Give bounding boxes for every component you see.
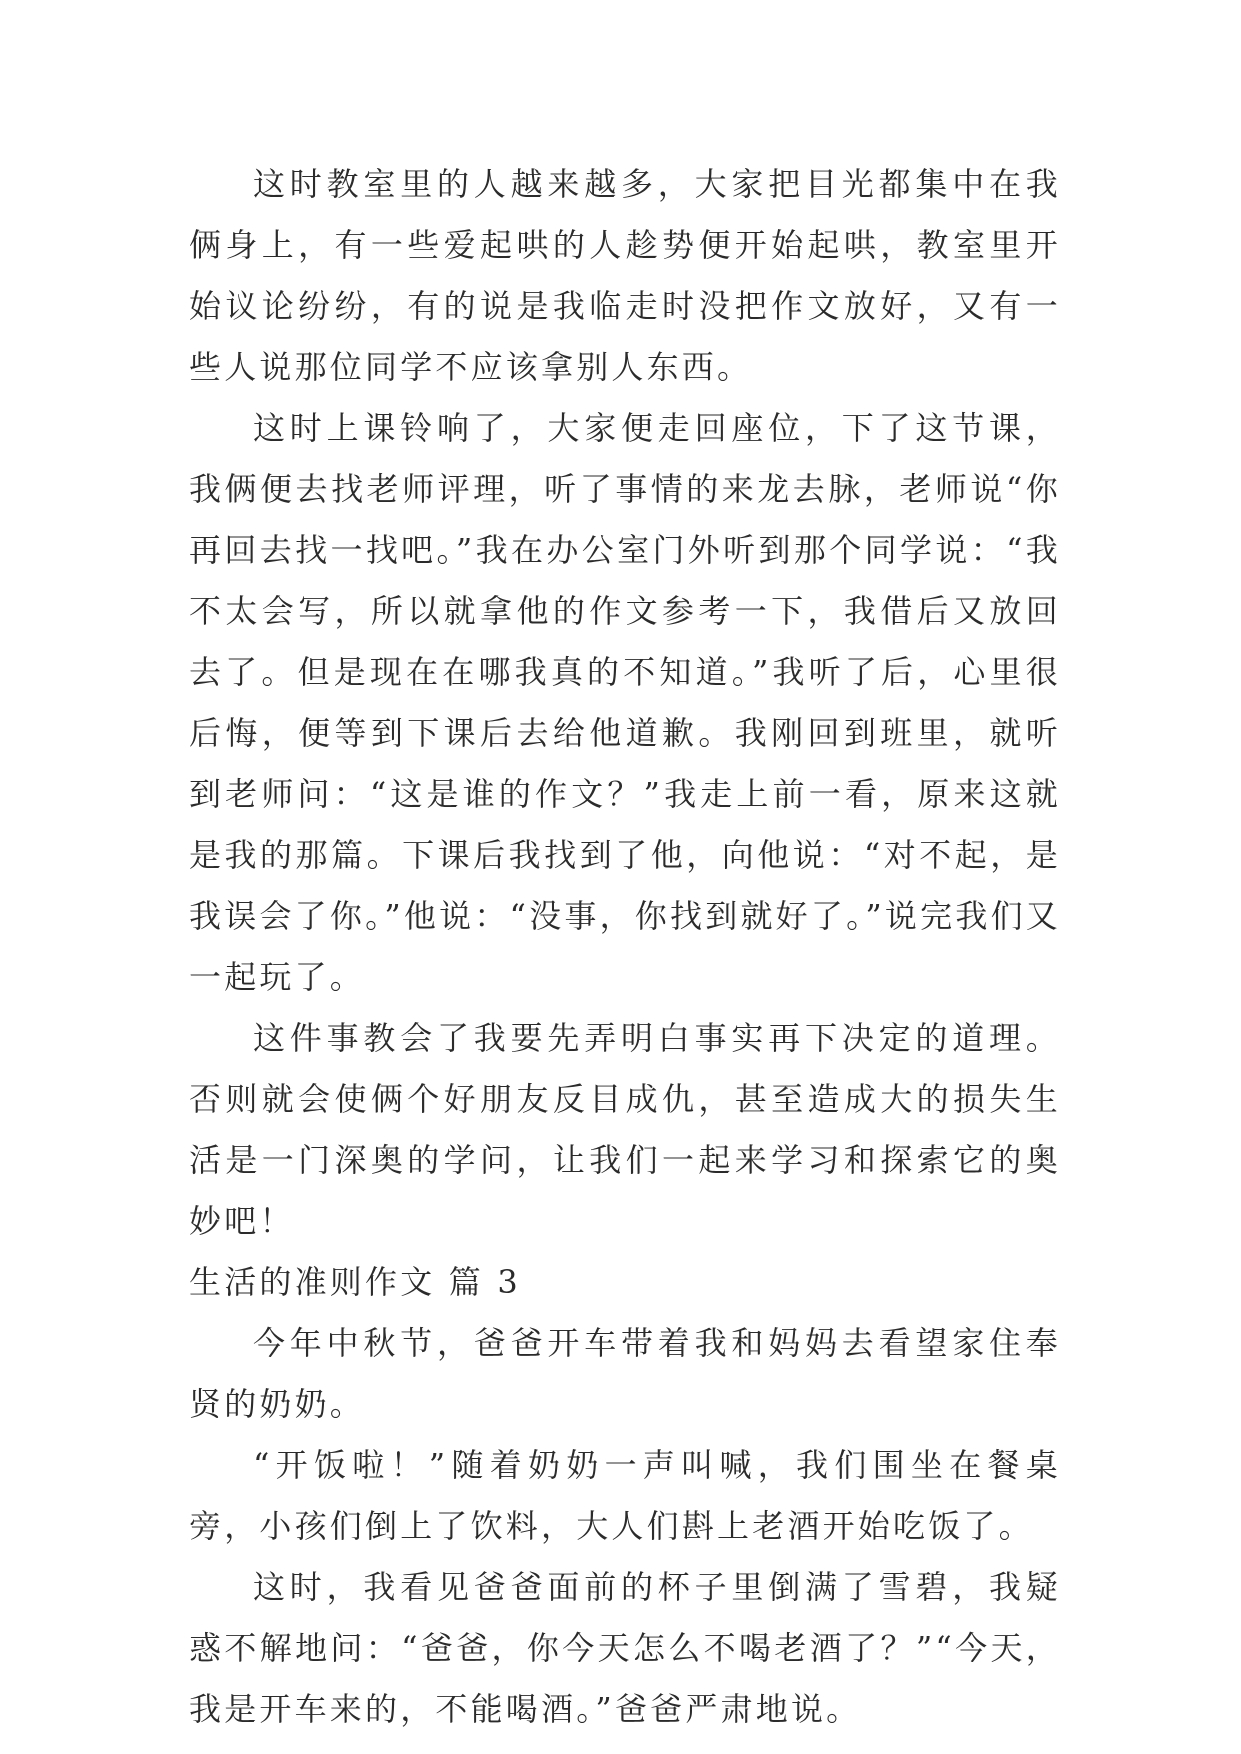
section-heading: 生活的准则作文 篇 3 xyxy=(189,1263,521,1301)
document-body xyxy=(189,154,1061,1740)
paragraph: 这时教室里的人越来越多，大家把目光都集中在我俩身上，有一些爱起哄的人趁势便开始起哄，教室里开始议论纷纷，有的说是我临走时没把作文放好，又有一些人说那位同学不应该拿别人东西。 xyxy=(189,165,1061,386)
paragraph: 这时上课铃响了，大家便走回座位，下了这节课，我俩便去找老师评理，听了事情的来龙去脉，老师说“你再回去找一找吧。”我在办公室门外听到那个同学说：“我不太会写，所以就拿他的作文参考一下，我借后又放回去了。但是现在在哪我真的不知道。”我听了后，心里很后悔，便等到下课后去给他道歉。我刚回到班里，就听到老师问：“这是谁的作文？”我走上前一看，原来这就是我的那篇。下课后我找到了他，向他说：“对不起，是我误会了你。”他说：“没事，你找到就好了。”说完我们又一起玩了。 xyxy=(189,409,1061,996)
paragraph: 这时，我看见爸爸面前的杯子里倒满了雪碧，我疑惑不解地问：“爸爸，你今天怎么不喝老酒了？”“今天，我是开车来的，不能喝酒。”爸爸严肃地说。 xyxy=(189,1568,1061,1728)
paragraph: “开饭啦！”随着奶奶一声叫喊，我们围坐在餐桌旁，小孩们倒上了饮料，大人们斟上老酒开始吃饭了。 xyxy=(189,1446,1061,1545)
paragraph: 这件事教会了我要先弄明白事实再下决定的道理。否则就会使俩个好朋友反目成仇，甚至造成大的损失生活是一门深奥的学问，让我们一起来学习和探索它的奥妙吧！ xyxy=(189,1019,1061,1240)
paragraph: 今年中秋节，爸爸开车带着我和妈妈去看望家住奉贤的奶奶。 xyxy=(189,1324,1061,1423)
